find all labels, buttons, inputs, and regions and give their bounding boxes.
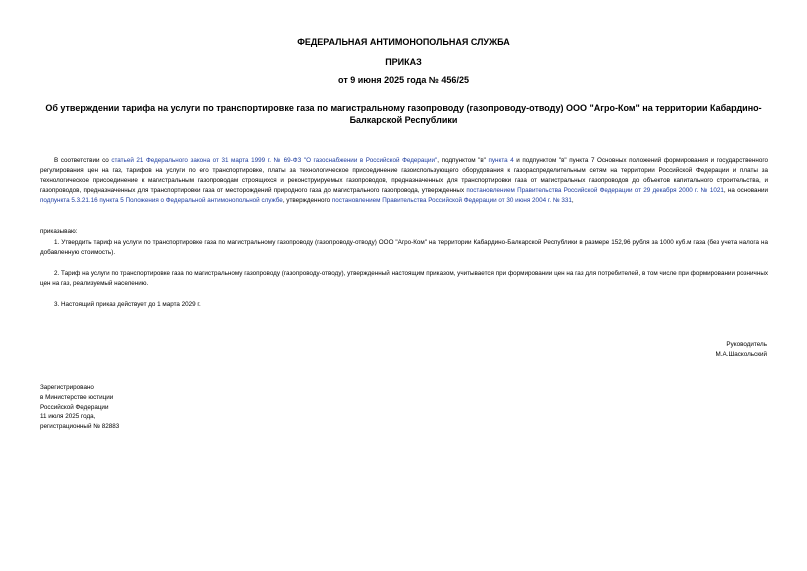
preamble-text: , утвержденного (282, 197, 332, 204)
order-item-3: 3. Настоящий приказ действует до 1 марта 2029 г. (54, 301, 201, 308)
document-title: Об утверждении тарифа на услуги по транспортировке газа по магистральному газопроводу (газопроводу-отводу) ООО "Агро-Ком" на территории Кабардино-Балкарской Республики (45, 103, 762, 125)
order-item-2: 2. Тариф на услуги по транспортировке газа по магистральному газопроводу (газопроводу-отводу), утвержденный настоящим приказом, учитывается при формировании цен на газ для потребителей, в том числе при формировании розничных цен на газ, реализуемый населению. (40, 270, 768, 287)
government-decree-1021-link[interactable]: постановлением Правительства Российской Федерации от 29 декабря 2000 г. № 1021 (466, 187, 724, 194)
fas-regulation-link[interactable]: подпункта 5.3.21.16 пункта 5 Положения о Федеральной антимонопольной службе (40, 197, 283, 204)
registration-line: в Министерстве юстиции (40, 393, 114, 401)
preamble-text: В соответствии со (54, 157, 112, 164)
government-decree-331-link[interactable]: постановлением Правительства Российской Федерации от 30 июня 2004 г. № 331 (331, 197, 572, 204)
law-article-link[interactable]: статьей 21 Федерального закона от 31 марта 1999 г. № 69-ФЗ "О газоснабжении в Российской Федерации" (111, 157, 438, 164)
document-date-number: от 9 июня 2025 года № 456/25 (338, 75, 469, 85)
signature-name: М.А.Шаскольский (715, 351, 767, 358)
preamble-text: , (571, 197, 574, 204)
preamble-text: , подпунктом "в" (437, 157, 489, 164)
registration-line: 11 июля 2025 года, (40, 413, 96, 421)
signature-position: Руководитель (726, 341, 767, 348)
registration-line: Российской Федерации (40, 403, 109, 411)
preamble-paragraph (40, 156, 768, 206)
preamble-text: и подпунктом "в" пункта 7 Основных положений формирования и государственного регулирования цен на газ, тарифов на услуги по его транспортировке, платы за технологическое присоединение газоиспользующего оборудования к газораспределительным сетям на территории Российской Федерации и платы за технологическое присоединение к магистральным газопроводам строящихся и реконструируемых газопроводов, предназначенных для транспортировки газа от магистральных газопроводов до объектов капитального строительства, и газопроводов, предназначенных для транспортировки газа от месторождений природного газа до магистрального газопровода, утвержденных (40, 157, 768, 194)
registration-block (40, 383, 119, 432)
clause-4-link[interactable]: пункта 4 (488, 157, 514, 164)
preamble-text: , на основании (723, 187, 769, 194)
registration-line: Зарегистрировано (40, 384, 94, 391)
agency-name: ФЕДЕРАЛЬНАЯ АНТИМОНОПОЛЬНАЯ СЛУЖБА (297, 37, 510, 47)
registration-line: регистрационный № 82883 (40, 423, 120, 431)
order-item-1: 1. Утвердить тариф на услуги по транспортировке газа по магистральному газопроводу (газопроводу-отводу) ООО "Агро-Ком" на территории Кабардино-Балкарской Республики в размере 152,96 рубля за 1000 куб.м газа (без учета налога на добавленную стоимость). (40, 239, 768, 256)
order-word: приказываю: (40, 228, 78, 235)
document-type: ПРИКАЗ (385, 57, 422, 67)
